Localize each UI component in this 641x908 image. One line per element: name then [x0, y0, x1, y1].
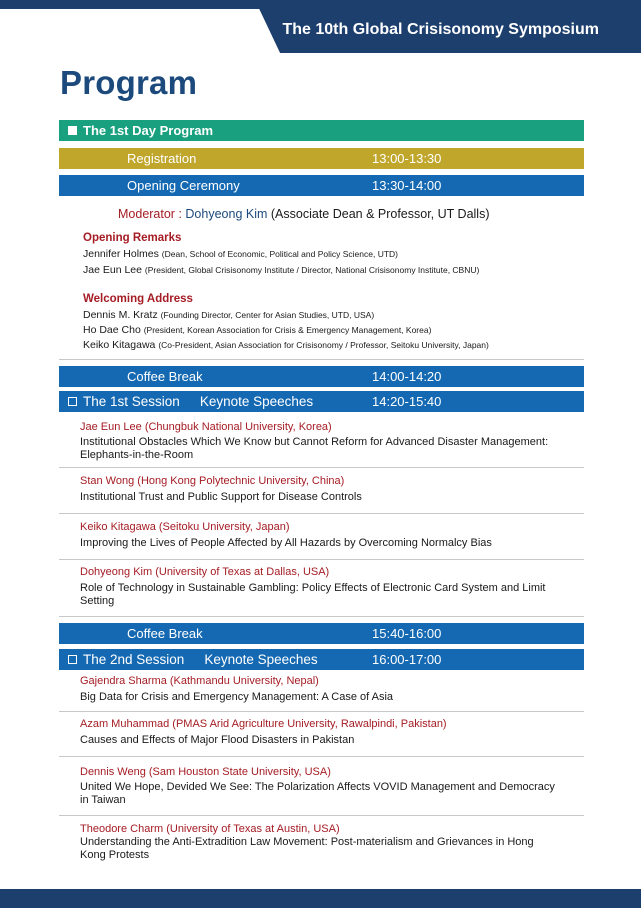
- footer-band: [0, 889, 641, 908]
- talk-title: United We Hope, Devided We See: The Polarization Affects VOVID Management and Democracy in Taiwan: [80, 781, 555, 806]
- opening-remarks-person: [83, 264, 479, 276]
- day1-label: The 1st Day Program: [83, 123, 214, 138]
- talk-speaker: Theodore Charm (University of Texas at Austin, USA): [80, 823, 340, 835]
- moderator-label: Moderator :: [118, 207, 182, 221]
- talk-speaker: Gajendra Sharma (Kathmandu University, Nepal): [80, 675, 319, 687]
- session2-time: 16:00-17:00: [372, 652, 442, 667]
- welcoming-person: [83, 339, 489, 351]
- welcoming-person: [83, 309, 374, 321]
- person-name: Keiko Kitagawa: [83, 339, 156, 351]
- talk-title: Understanding the Anti-Extradition Law Movement: Post-materialism and Grievances in Hong Kong Protests: [80, 836, 534, 861]
- session1-time: 14:20-15:40: [372, 394, 442, 409]
- person-name: Jae Eun Lee: [83, 264, 142, 276]
- person-affiliation: (President, Korean Association for Crisis & Emergency Management, Korea): [143, 325, 432, 335]
- coffee-break-bar: [59, 623, 584, 644]
- divider: [59, 711, 584, 712]
- divider: [59, 616, 584, 617]
- filled-square-icon: [68, 126, 77, 135]
- divider: [59, 467, 584, 468]
- person-affiliation: (Dean, School of Economic, Political and Policy Science, UTD): [161, 249, 399, 259]
- person-affiliation: (President, Global Crisisonomy Institute / Director, National Crisisonomy Institute, CBNU): [144, 265, 480, 275]
- talk-speaker: Dohyeong Kim (University of Texas at Dallas, USA): [80, 566, 330, 578]
- welcoming-person: [83, 324, 431, 336]
- symposium-title: The 10th Global Crisisonomy Symposium: [282, 21, 599, 38]
- moderator-affiliation: (Associate Dean & Professor, UT Dalls): [270, 207, 490, 221]
- talk-title: Role of Technology in Sustainable Gambling: Policy Effects of Electronic Card System and Limit Setting: [80, 582, 546, 607]
- divider: [59, 513, 584, 514]
- talk-title: Institutional Obstacles Which We Know but Cannot Reform for Advanced Disaster Management: Elephants-in-the-Room: [80, 436, 549, 461]
- divider: [59, 756, 584, 757]
- opening-label: Opening Ceremony: [127, 178, 240, 193]
- talk-title: Improving the Lives of People Affected by All Hazards by Overcoming Normalcy Bias: [80, 537, 492, 549]
- talk-speaker: Keiko Kitagawa (Seitoku University, Japan): [80, 521, 290, 533]
- person-name: Ho Dae Cho: [83, 324, 141, 336]
- coffee-break-bar: [59, 366, 584, 387]
- session1-bar: [59, 391, 584, 412]
- divider: [59, 559, 584, 560]
- session2-bar: [59, 649, 584, 670]
- person-affiliation: (Founding Director, Center for Asian Studies, UTD, USA): [160, 310, 375, 320]
- session1-label: The 1st Session: [83, 394, 180, 409]
- talk-speaker: Dennis Weng (Sam Houston State University, USA): [80, 766, 331, 778]
- talk-title: Institutional Trust and Public Support for Disease Controls: [80, 491, 362, 503]
- moderator-line: [118, 207, 490, 221]
- outline-square-icon: [68, 397, 77, 406]
- person-name: Dennis M. Kratz: [83, 309, 158, 321]
- divider: [59, 359, 584, 360]
- person-name: Jennifer Holmes: [83, 248, 159, 260]
- opening-remarks-person: [83, 248, 398, 260]
- opening-remarks-heading: Opening Remarks: [83, 232, 182, 244]
- talk-speaker: Jae Eun Lee (Chungbuk National University, Korea): [80, 421, 332, 433]
- registration-time: 13:00-13:30: [372, 151, 442, 166]
- coffee-break-label: Coffee Break: [127, 369, 203, 384]
- person-affiliation: (Co-President, Asian Association for Crisisonomy / Professor, Seitoku University, Japan): [158, 340, 489, 350]
- session2-label: The 2nd Session: [83, 652, 185, 667]
- opening-bar: [59, 175, 584, 196]
- welcoming-address-heading: Welcoming Address: [83, 293, 193, 305]
- coffee-break-label: Coffee Break: [127, 626, 203, 641]
- moderator-name: Dohyeong Kim: [185, 207, 268, 221]
- talk-title: Big Data for Crisis and Emergency Management: A Case of Asia: [80, 691, 394, 703]
- outline-square-icon: [68, 655, 77, 664]
- session1-subtitle: Keynote Speeches: [199, 394, 314, 409]
- page-title: Program: [60, 64, 198, 101]
- coffee-break-time: 14:00-14:20: [372, 369, 442, 384]
- registration-label: Registration: [127, 151, 197, 166]
- registration-bar: [59, 148, 584, 169]
- talk-speaker: Azam Muhammad (PMAS Arid Agriculture University, Rawalpindi, Pakistan): [80, 718, 447, 730]
- session2-subtitle: Keynote Speeches: [204, 652, 318, 667]
- coffee-break-time: 15:40-16:00: [372, 626, 442, 641]
- talk-speaker: Stan Wong (Hong Kong Polytechnic University, China): [80, 475, 345, 487]
- day1-bar: [59, 120, 584, 141]
- opening-time: 13:30-14:00: [372, 178, 442, 193]
- divider: [59, 815, 584, 816]
- talk-title: Causes and Effects of Major Flood Disasters in Pakistan: [80, 734, 355, 746]
